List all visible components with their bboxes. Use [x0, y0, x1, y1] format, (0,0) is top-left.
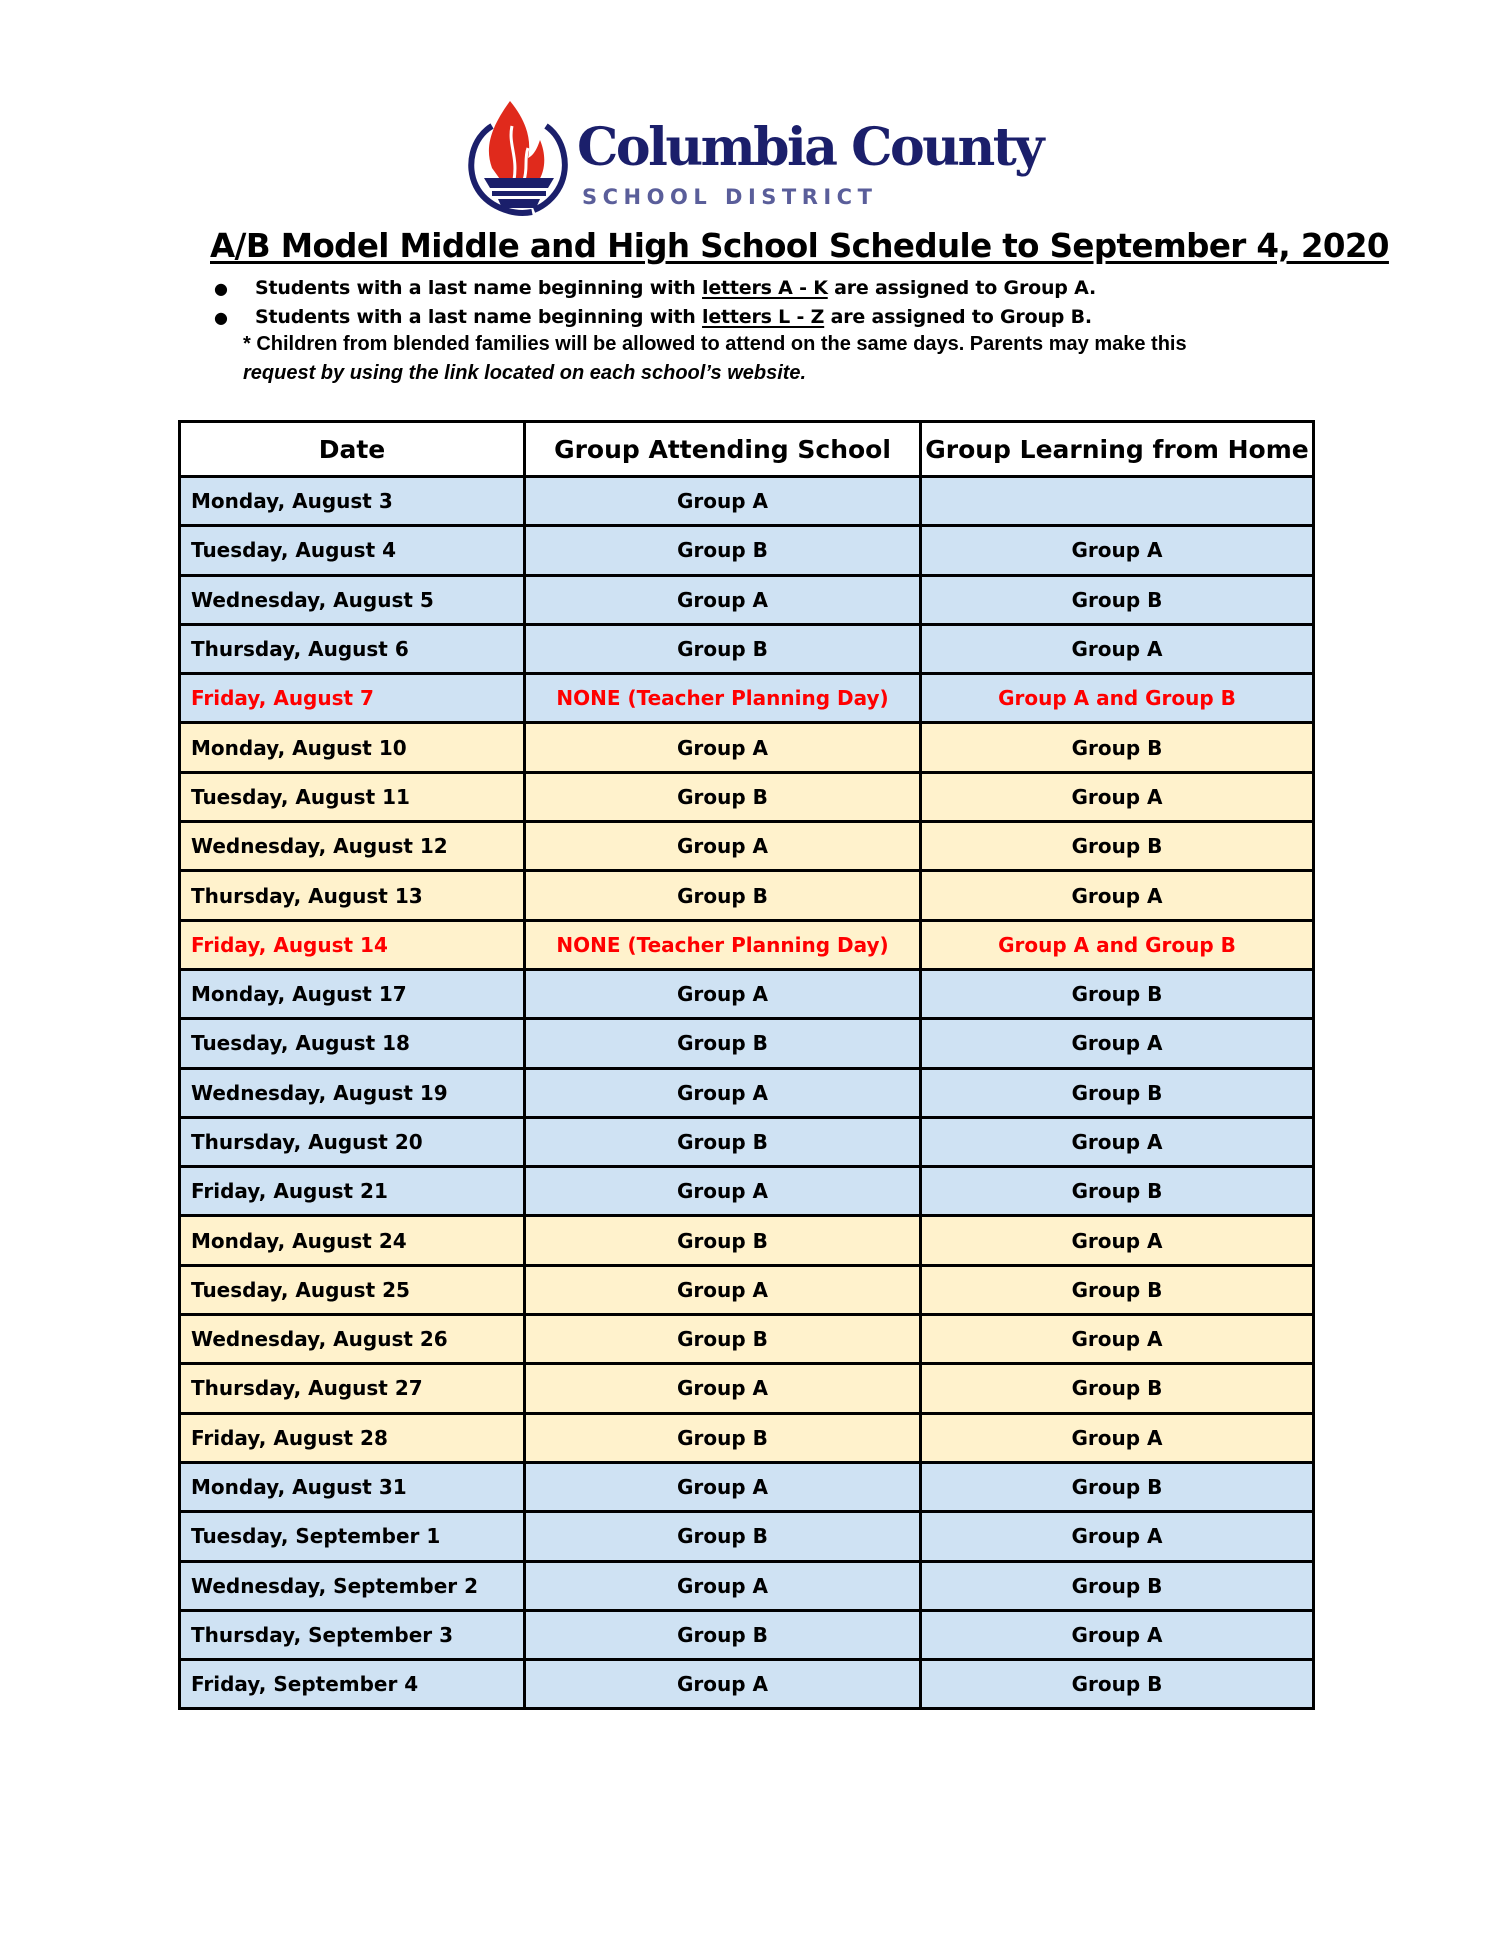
page-title: A/B Model Middle and High School Schedule to September 4, 2020	[210, 227, 1389, 265]
attending-cell: Group B	[525, 871, 921, 920]
date-cell: Thursday, September 3	[180, 1610, 525, 1659]
date-cell: Tuesday, August 18	[180, 1019, 525, 1068]
attending-cell: Group A	[525, 1462, 921, 1511]
home-cell	[921, 477, 1314, 526]
attending-cell: Group A	[525, 575, 921, 624]
date-cell: Tuesday, September 1	[180, 1512, 525, 1561]
date-cell: Wednesday, September 2	[180, 1561, 525, 1610]
home-cell: Group B	[921, 822, 1314, 871]
date-cell: Friday, August 7	[180, 674, 525, 723]
bullet-icon: ●	[214, 279, 228, 298]
attending-cell: Group A	[525, 1068, 921, 1117]
note-line-1: * Children from blended families will be allowed to attend on the same days. Parents may make this	[243, 333, 1187, 355]
attending-cell: Group B	[525, 1413, 921, 1462]
attending-cell: Group A	[525, 723, 921, 772]
bullet-icon: ●	[214, 308, 228, 327]
attending-cell: Group B	[525, 624, 921, 673]
date-cell: Wednesday, August 26	[180, 1315, 525, 1364]
table-row	[180, 1364, 1314, 1413]
date-cell: Monday, August 24	[180, 1216, 525, 1265]
home-cell: Group A	[921, 1216, 1314, 1265]
table-row	[180, 969, 1314, 1018]
home-cell: Group B	[921, 723, 1314, 772]
date-cell: Friday, August 21	[180, 1167, 525, 1216]
home-cell: Group B	[921, 1462, 1314, 1511]
column-header-attending: Group Attending School	[525, 422, 921, 477]
attending-cell: NONE (Teacher Planning Day)	[525, 920, 921, 969]
attending-cell: Group A	[525, 1364, 921, 1413]
table-row	[180, 871, 1314, 920]
date-cell: Tuesday, August 25	[180, 1265, 525, 1314]
bullet-text-suffix: are assigned to Group A.	[827, 277, 1096, 299]
home-cell: Group A	[921, 871, 1314, 920]
date-cell: Monday, August 17	[180, 969, 525, 1018]
attending-cell: Group A	[525, 1561, 921, 1610]
home-cell: Group B	[921, 1660, 1314, 1709]
attending-cell: Group B	[525, 526, 921, 575]
date-cell: Wednesday, August 19	[180, 1068, 525, 1117]
date-cell: Wednesday, August 5	[180, 575, 525, 624]
date-cell: Thursday, August 13	[180, 871, 525, 920]
home-cell: Group B	[921, 969, 1314, 1018]
home-cell: Group A	[921, 1512, 1314, 1561]
table-row	[180, 1216, 1314, 1265]
attending-cell: Group A	[525, 822, 921, 871]
home-cell: Group A	[921, 624, 1314, 673]
group-assignment-list	[210, 274, 1310, 332]
attending-cell: Group A	[525, 477, 921, 526]
table-row	[180, 1315, 1314, 1364]
date-cell: Thursday, August 20	[180, 1117, 525, 1166]
table-row	[180, 1512, 1314, 1561]
attending-cell: Group A	[525, 969, 921, 1018]
table-row	[180, 920, 1314, 969]
date-cell: Monday, August 10	[180, 723, 525, 772]
attending-cell: Group A	[525, 1265, 921, 1314]
home-cell: Group B	[921, 1561, 1314, 1610]
date-cell: Tuesday, August 11	[180, 772, 525, 821]
bullet-text-prefix: Students with a last name beginning with	[255, 277, 703, 299]
attending-cell: Group B	[525, 1315, 921, 1364]
home-cell: Group A	[921, 1610, 1314, 1659]
table-row	[180, 674, 1314, 723]
date-cell: Thursday, August 27	[180, 1364, 525, 1413]
home-cell: Group A	[921, 772, 1314, 821]
home-cell: Group B	[921, 1364, 1314, 1413]
bullet-group-b	[210, 303, 1310, 332]
table-row	[180, 1019, 1314, 1068]
attending-cell: Group B	[525, 1117, 921, 1166]
letter-range: letters L - Z	[702, 306, 825, 328]
home-cell: Group B	[921, 1068, 1314, 1117]
attending-cell: Group B	[525, 1610, 921, 1659]
attending-cell: Group B	[525, 1216, 921, 1265]
note-line-2: request by using the link located on each school’s website.	[243, 362, 807, 384]
home-cell: Group A and Group B	[921, 920, 1314, 969]
home-cell: Group B	[921, 1265, 1314, 1314]
torch-icon	[462, 96, 574, 218]
table-row	[180, 526, 1314, 575]
table-row	[180, 1413, 1314, 1462]
table-row	[180, 1462, 1314, 1511]
table-row	[180, 1660, 1314, 1709]
column-header-date: Date	[180, 422, 525, 477]
date-cell: Friday, September 4	[180, 1660, 525, 1709]
letter-range: letters A - K	[702, 277, 828, 299]
column-header-home: Group Learning from Home	[921, 422, 1314, 477]
schedule-table	[178, 420, 1315, 1710]
bullet-group-a	[210, 274, 1310, 303]
table-row	[180, 1068, 1314, 1117]
table-row	[180, 575, 1314, 624]
date-cell: Wednesday, August 12	[180, 822, 525, 871]
table-row	[180, 723, 1314, 772]
table-header-row	[180, 422, 1314, 477]
home-cell: Group A	[921, 1019, 1314, 1068]
date-cell: Friday, August 28	[180, 1413, 525, 1462]
bullet-text-prefix: Students with a last name beginning with	[255, 306, 703, 328]
table-row	[180, 772, 1314, 821]
table-row	[180, 1610, 1314, 1659]
home-cell: Group A	[921, 1117, 1314, 1166]
date-cell: Thursday, August 6	[180, 624, 525, 673]
district-logo	[462, 96, 1062, 221]
attending-cell: Group A	[525, 1660, 921, 1709]
table-row	[180, 477, 1314, 526]
district-name: Columbia County	[577, 117, 1042, 178]
table-row	[180, 1265, 1314, 1314]
table-row	[180, 624, 1314, 673]
table-row	[180, 1167, 1314, 1216]
table-row	[180, 822, 1314, 871]
bullet-text-suffix: are assigned to Group B.	[824, 306, 1092, 328]
table-row	[180, 1561, 1314, 1610]
home-cell: Group A	[921, 526, 1314, 575]
date-cell: Friday, August 14	[180, 920, 525, 969]
attending-cell: Group B	[525, 772, 921, 821]
home-cell: Group A	[921, 1315, 1314, 1364]
date-cell: Monday, August 31	[180, 1462, 525, 1511]
date-cell: Monday, August 3	[180, 477, 525, 526]
date-cell: Tuesday, August 4	[180, 526, 525, 575]
attending-cell: Group A	[525, 1167, 921, 1216]
home-cell: Group A and Group B	[921, 674, 1314, 723]
home-cell: Group B	[921, 1167, 1314, 1216]
attending-cell: Group B	[525, 1019, 921, 1068]
table-row	[180, 1117, 1314, 1166]
attending-cell: Group B	[525, 1512, 921, 1561]
home-cell: Group A	[921, 1413, 1314, 1462]
home-cell: Group B	[921, 575, 1314, 624]
district-subtitle: SCHOOL DISTRICT	[582, 185, 878, 209]
attending-cell: NONE (Teacher Planning Day)	[525, 674, 921, 723]
blended-families-note	[243, 330, 1323, 388]
